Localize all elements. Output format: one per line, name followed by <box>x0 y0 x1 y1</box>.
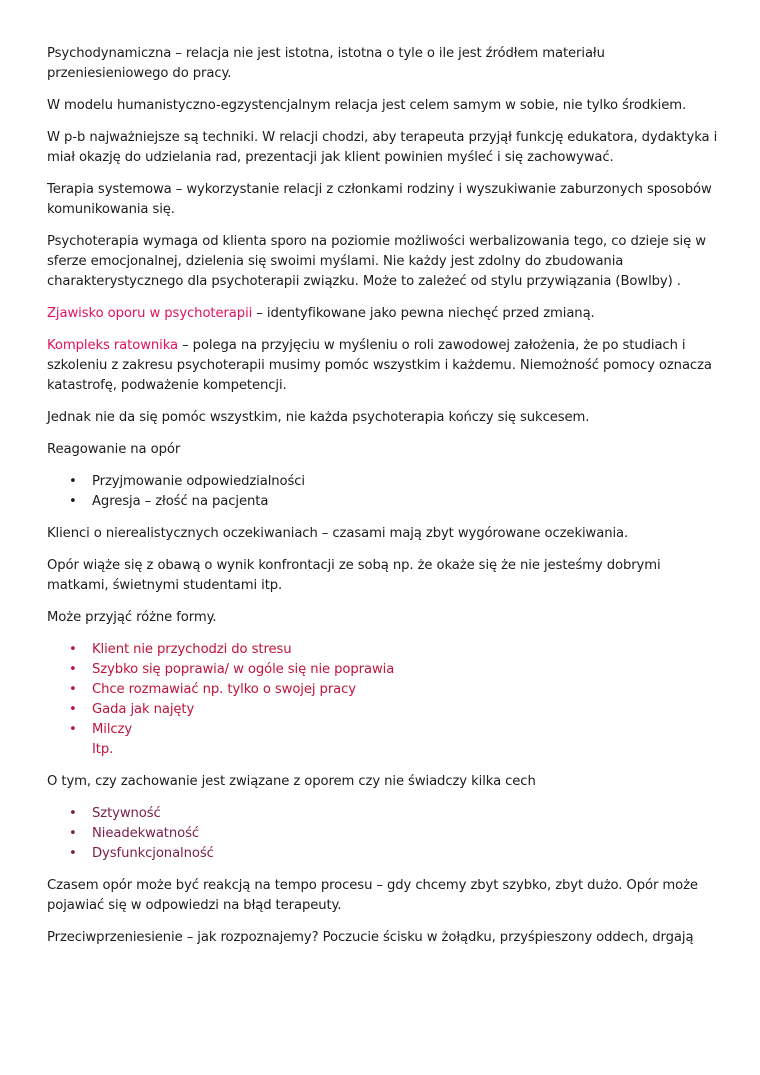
bullet-icon: • <box>69 494 77 509</box>
list-reactions <box>47 472 719 512</box>
paragraph-countertransference: Przeciwprzeniesienie – jak rozpoznajemy? Poczucie ścisku w żołądku, przyśpieszony oddech, drgają <box>47 930 694 945</box>
paragraph-tempo: Czasem opór może być reakcją na tempo procesu – gdy chcemy zbyt szybko, zbyt dużo. Opór może pojawiać się w odpowiedzi na błąd terapeuty. <box>47 878 698 913</box>
list-item: • Szybko się poprawia/ w ogóle się nie poprawia <box>47 660 719 680</box>
list-item: • Chce rozmawiać np. tylko o swojej pracy <box>47 680 719 700</box>
list-item: • Agresja – złość na pacjenta <box>47 492 719 512</box>
list-features <box>47 804 719 864</box>
bullet-icon: • <box>69 846 77 861</box>
paragraph-psychotherapy-requirements: Psychoterapia wymaga od klienta sporo na poziomie możliwości werbalizowania tego, co dzieje się w sferze emocjonalnej, dzielenia się swoimi myślami. Nie każdy jest zdolny do zbudowania charakterystycznego dla psychoterapii związku. Może to zależeć od stylu przywiązania (Bowlby) . <box>47 234 706 289</box>
bullet-icon: • <box>69 722 77 737</box>
bullet-icon: • <box>69 826 77 841</box>
bullet-icon: • <box>69 702 77 717</box>
paragraph-unrealistic-clients: Klienci o nierealistycznych oczekiwaniach – czasami mają zbyt wygórowane oczekiwania. <box>47 526 629 541</box>
paragraph-forms: Może przyjąć różne formy. <box>47 610 217 625</box>
bullet-icon: • <box>69 682 77 697</box>
term-rescuer-complex: Kompleks ratownika <box>47 338 178 353</box>
bullet-icon: • <box>69 662 77 677</box>
list-item: • Sztywność <box>47 804 719 824</box>
paragraph-features-intro: O tym, czy zachowanie jest związane z oporem czy nie świadczy kilka cech <box>47 774 536 789</box>
list-forms <box>47 640 719 740</box>
paragraph-reacting-to-resistance: Reagowanie na opór <box>47 442 181 457</box>
paragraph-psychodynamic: Psychodynamiczna – relacja nie jest istotna, istotna o tyle o ile jest źródłem materiału przeniesieniowego do pracy. <box>47 46 605 81</box>
document-page <box>47 44 719 960</box>
paragraph-cannot-help-all: Jednak nie da się pomóc wszystkim, nie każda psychoterapia kończy się sukcesem. <box>47 410 590 425</box>
list-item: • Gada jak najęty <box>47 700 719 720</box>
paragraph-rescuer-complex <box>47 336 719 396</box>
list-item: • Milczy <box>47 720 719 740</box>
term-resistance-phenomenon: Zjawisko oporu w psychoterapii <box>47 306 253 321</box>
bullet-icon: • <box>69 806 77 821</box>
paragraph-resistance-phenomenon <box>47 304 719 324</box>
paragraph-cognitive-behavioral: W p-b najważniejsze są techniki. W relacji chodzi, aby terapeuta przyjął funkcję edukatora, dydaktyka i miał okazję do udzielania rad, prezentacji jak klient powinien myśleć i się zachowywać. <box>47 130 718 165</box>
paragraph-humanistic: W modelu humanistyczno-egzystencjalnym relacja jest celem samym w sobie, nie tylko środkiem. <box>47 98 687 113</box>
list-item: • Przyjmowanie odpowiedzialności <box>47 472 719 492</box>
list-item: • Dysfunkcjonalność <box>47 844 719 864</box>
bullet-icon: • <box>69 474 77 489</box>
paragraph-systemic: Terapia systemowa – wykorzystanie relacji z członkami rodziny i wyszukiwanie zaburzonych sposobów komunikowania się. <box>47 182 712 217</box>
list-item: • Nieadekwatność <box>47 824 719 844</box>
definition-rescuer-complex: – polega na przyjęciu w myśleniu o roli zawodowej założenia, że po studiach i szkoleniu z zakresu psychoterapii musimy pomóc wszystkim i każdemu. Niemożność pomocy oznacza katastrofę, podważenie kompetencji. <box>47 338 712 393</box>
bullet-icon: • <box>69 642 77 657</box>
list-item: • Klient nie przychodzi do stresu <box>47 640 719 660</box>
list-forms-continuation: Itp. <box>92 742 114 757</box>
definition-resistance-phenomenon: – identyfikowane jako pewna niechęć przed zmianą. <box>252 306 595 321</box>
paragraph-resistance-fear: Opór wiąże się z obawą o wynik konfrontacji ze sobą np. że okaże się że nie jesteśmy dobrymi matkami, świetnymi studentami itp. <box>47 558 661 593</box>
